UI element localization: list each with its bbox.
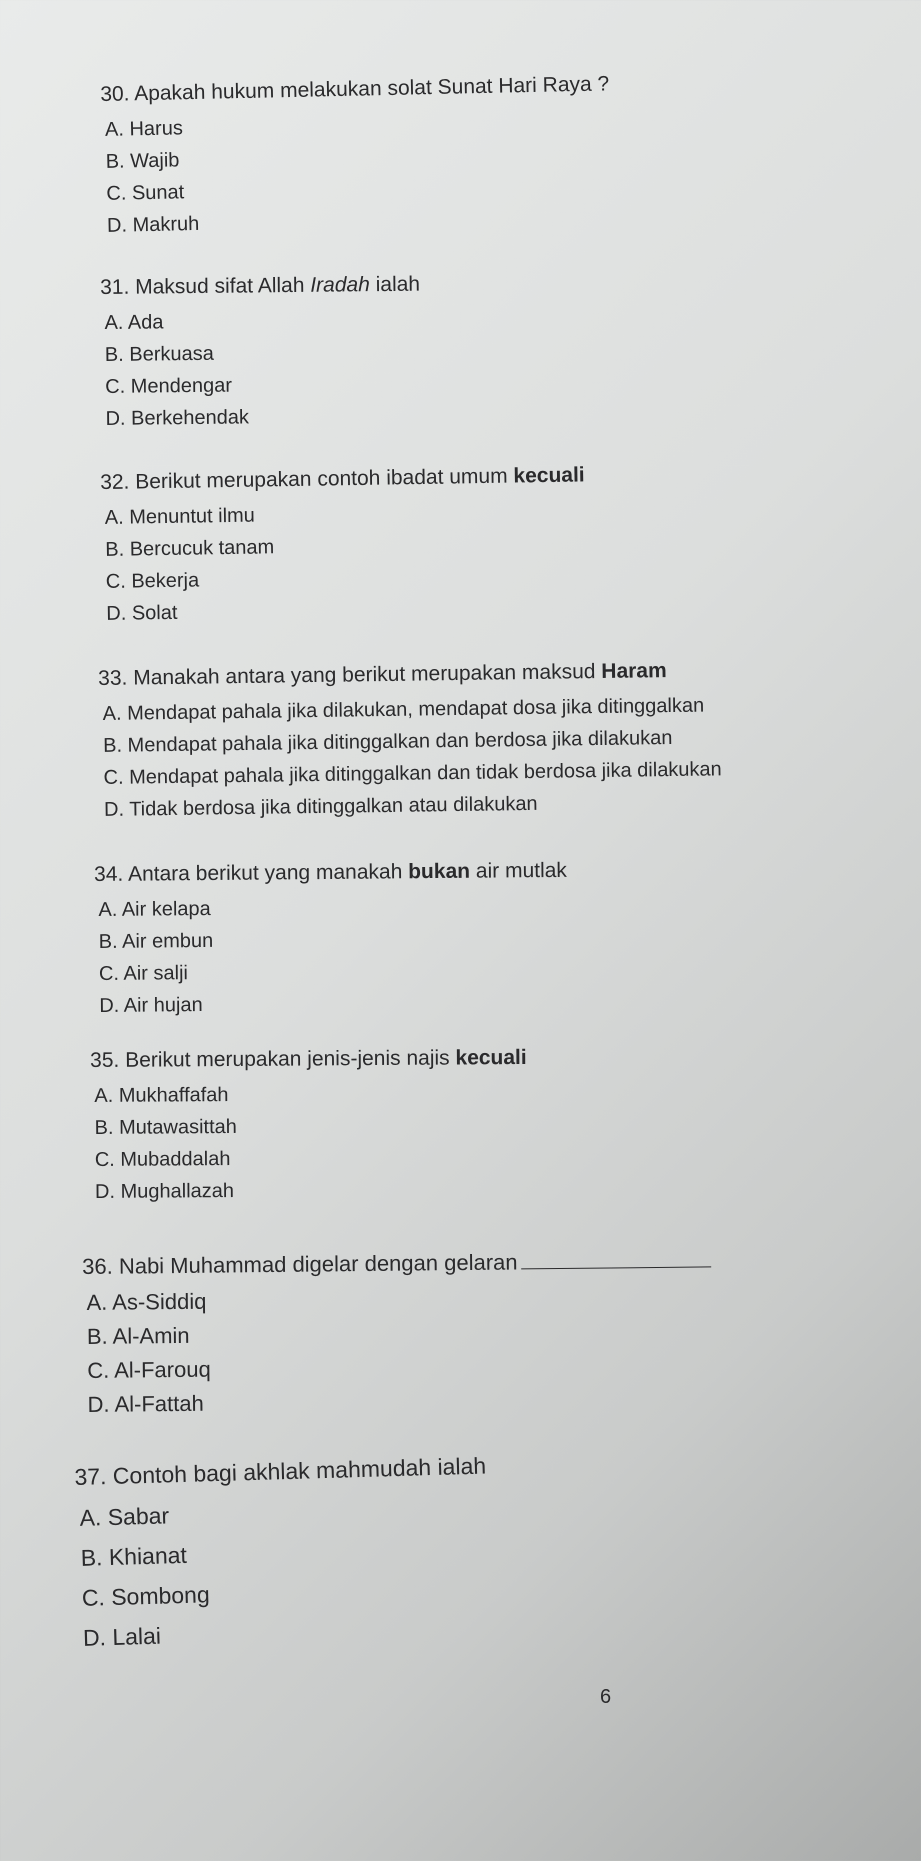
question-stem-end: air mutlak [469,858,567,883]
option-a: A. Mukhaffafah [94,1084,229,1107]
question-36 [82,1243,904,1422]
question-number: 36. [82,1253,113,1279]
option-b: B. Mendapat pahala jika ditinggalkan dan berdosa jika dilakukan [102,726,673,757]
option-c: C. Sombong [81,1581,211,1611]
option-c: C. Mubaddalah [94,1148,231,1171]
question-stem: Berikut merupakan jenis-jenis najis [125,1046,456,1072]
option-d: D. Air hujan [99,994,203,1017]
option-b: B. Bercucuk tanam [105,536,275,561]
option-d: D. Makruh [106,212,200,237]
option-c: C. Mendengar [105,374,233,398]
question-number: 37. [74,1463,107,1490]
option-d: D. Tidak berdosa jika ditinggalkan atau dilakukan [103,792,538,821]
question-stem: Antara berikut yang manakah [127,860,409,886]
option-d: D. Solat [106,601,178,625]
question-stem: Apakah hukum melakukan solat Sunat Hari Raya ? [133,72,610,106]
option-a: A. Mendapat pahala jika dilakukan, mendapat dosa jika ditinggalkan [102,694,705,725]
question-keyword: bukan [408,859,471,884]
question-stem: Manakah antara yang berikut merupakan maksud [133,659,602,690]
option-a: A. Air kelapa [98,897,211,921]
answer-blank [521,1248,711,1269]
option-b: B. Wajib [105,149,180,173]
option-c: C. Air salji [98,962,188,985]
option-d: D. Lalai [82,1622,162,1651]
question-keyword: Haram [601,659,667,683]
question-stem: Maksud sifat Allah [135,273,311,299]
question-33 [98,653,920,826]
question-text [100,264,920,303]
option-c: C. Sunat [106,181,185,205]
question-term: Iradah [310,273,370,297]
question-stem-end: ialah [369,272,421,297]
question-number: 31. [100,275,130,299]
question-number: 34. [94,862,124,886]
question-number: 33. [98,666,128,690]
question-30 [100,63,921,242]
question-stem: Berikut merupakan contoh ibadat umum [135,464,514,494]
question-stem: Nabi Muhammad digelar dengan gelaran [118,1249,518,1279]
question-number: 32. [100,470,130,494]
option-b: B. Khianat [80,1541,188,1571]
option-d: D. Berkehendak [105,406,250,430]
option-b: B. Berkuasa [104,342,214,366]
question-stem: Contoh bagi akhlak mahmudah ialah [112,1452,487,1489]
option-d: D. Mughallazah [94,1179,235,1203]
option-b: B. Al-Amin [86,1322,190,1349]
question-keyword: kecuali [513,463,585,488]
question-number: 30. [100,82,130,106]
option-b: B. Mutawasittah [94,1115,237,1139]
question-keyword: kecuali [455,1045,527,1070]
question-text [94,853,914,890]
page-number: 6 [600,1686,612,1708]
option-c: C. Bekerja [105,569,200,593]
option-d: D. Al-Fattah [87,1390,204,1417]
option-c: C. Mendapat pahala jika ditinggalkan dan tidak berdosa jika dilakukan [103,758,722,789]
option-a: A. Sabar [79,1502,170,1531]
question-37 [74,1437,899,1658]
question-31 [100,264,921,435]
option-a: A. Ada [104,311,164,334]
option-a: A. Harus [104,117,184,141]
option-a: A. As-Siddiq [86,1288,207,1315]
question-35 [90,1040,911,1208]
question-text [82,1243,902,1282]
option-c: C. Al-Farouq [87,1356,211,1383]
question-text [90,1040,910,1076]
option-b: B. Air embun [98,929,214,953]
option-a: A. Menuntut ilmu [104,504,256,529]
question-number: 35. [90,1048,120,1072]
question-34 [94,853,915,1022]
question-32 [100,455,921,630]
